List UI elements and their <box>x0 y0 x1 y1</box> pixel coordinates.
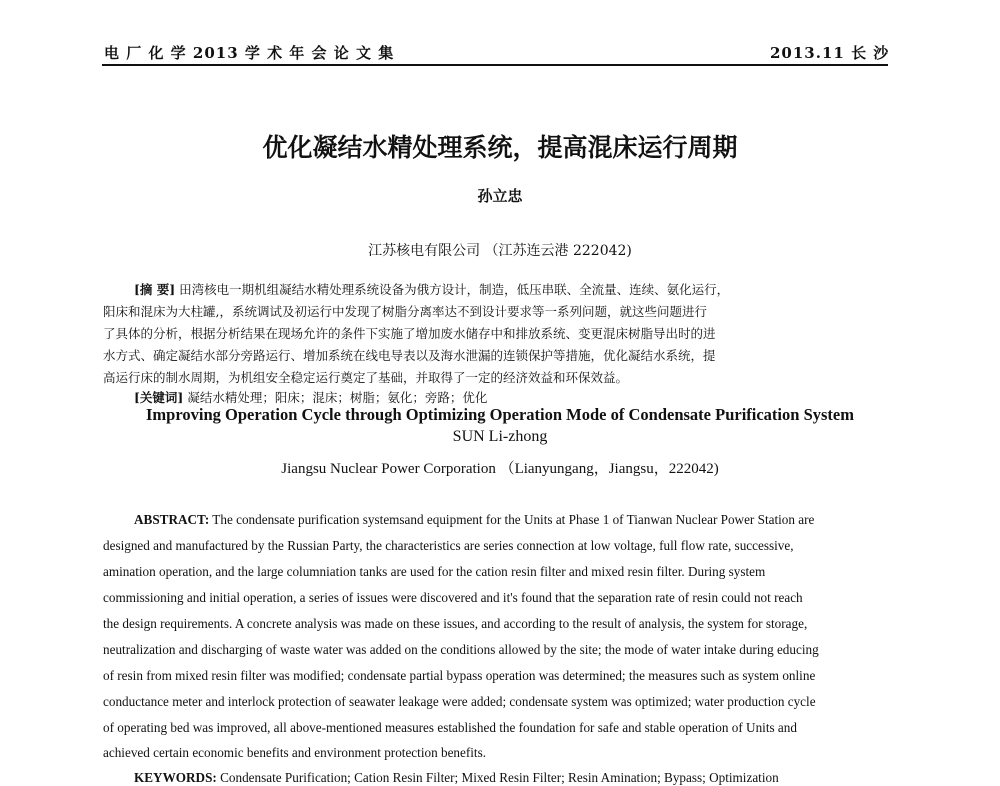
abstract-en-line-10: achieved certain economic benefits and environment protection benefits. <box>103 745 487 760</box>
keywords-cn <box>134 388 487 406</box>
keywords-cn-label: [关键词] <box>134 390 184 405</box>
abstract-en-line-4: commissioning and initial operation, a series of issues were discovered and it's found that the separation rate of resin could not reach <box>103 590 803 605</box>
english-author: SUN Li-zhong <box>452 428 548 445</box>
abstract-cn-line-4: 水方式、确定凝结水部分旁路运行、增加系统在线电导表以及海水泄漏的连锁保护等措施，优化凝结水系统，提 <box>103 348 716 363</box>
abstract-cn-line-1 <box>134 280 729 298</box>
paper-title: 优化凝结水精处理系统，提高混床运行周期 <box>262 133 738 162</box>
keywords-en-text: Condensate Purification; Cation Resin Filter; Mixed Resin Filter; Resin Amination; Bypass; Optimization <box>220 770 779 785</box>
keywords-cn-text: 凝结水精处理；阳床；混床；树脂；氨化；旁路；优化 <box>187 390 488 405</box>
abstract-en-line-1 <box>134 512 814 528</box>
proceedings-title: 电 厂 化 学 2013 学 术 年 会 论 文 集 <box>104 44 395 62</box>
abstract-en-line-3: amination operation, and the large columniation tanks are used for the cation resin filter and mixed resin filter. During system <box>103 564 766 579</box>
keywords-en-label: KEYWORDS: <box>134 770 217 785</box>
abstract-en-line-8: conductance meter and interlock protection of seawater leakage were added; condensate system was optimized; water production cycle <box>103 694 816 709</box>
english-affiliation: Jiangsu Nuclear Power Corporation （Lianyungang，Jiangsu，222042) <box>281 461 719 477</box>
keywords-en <box>134 770 779 786</box>
abstract-en-line-2: designed and manufactured by the Russian Party, the characteristics are series connection at low voltage, full flow rate, successive, <box>103 538 794 553</box>
abstract-cn-text: 田湾核电一期机组凝结水精处理系统设备为俄方设计，制造，低压串联、全流量、连续、氨化运行， <box>179 282 730 297</box>
abstract-en-line-7: of resin from mixed resin filter was modified; condensate partial bypass operation was determined; the measures such as system online <box>103 668 816 683</box>
paper-author: 孙立忠 <box>477 187 523 205</box>
abstract-cn-line-5: 高运行床的制水周期，为机组安全稳定运行奠定了基础，并取得了一定的经济效益和环保效益。 <box>103 370 629 385</box>
abstract-en-line-9: of operating bed was improved, all above-mentioned measures established the foundation for safe and stable operation of Units and <box>103 720 797 735</box>
abstract-cn-line-3: 了具体的分析，根据分析结果在现场允许的条件下实施了增加废水储存中和排放系统、变更混床树脂导出时的进 <box>103 326 716 341</box>
conference-date-location: 2013.11 长 沙 <box>770 44 890 62</box>
abstract-cn-label: [摘 要] <box>134 282 176 297</box>
abstract-en-label: ABSTRACT: <box>134 512 210 527</box>
header-rule <box>102 64 888 66</box>
abstract-en-line-6: neutralization and discharging of waste water was added on the conditions allowed by the site; the mode of water intake during educing <box>103 642 819 657</box>
english-title: Improving Operation Cycle through Optimizing Operation Mode of Condensate Purification System <box>146 405 854 424</box>
paper-affiliation: 江苏核电有限公司 （江苏连云港 222042) <box>368 243 632 259</box>
abstract-en-line-5: the design requirements. A concrete analysis was made on these issues, and according to the result of analysis, the system for storage, <box>103 616 808 631</box>
abstract-cn-line-2: 阳床和混床为大柱罐,，系统调试及初运行中发现了树脂分离率达不到设计要求等一系列问题，就这些问题进行 <box>103 304 707 319</box>
abstract-en-text: The condensate purification systemsand equipment for the Units at Phase 1 of Tianwan Nuclear Power Station are <box>212 512 815 527</box>
